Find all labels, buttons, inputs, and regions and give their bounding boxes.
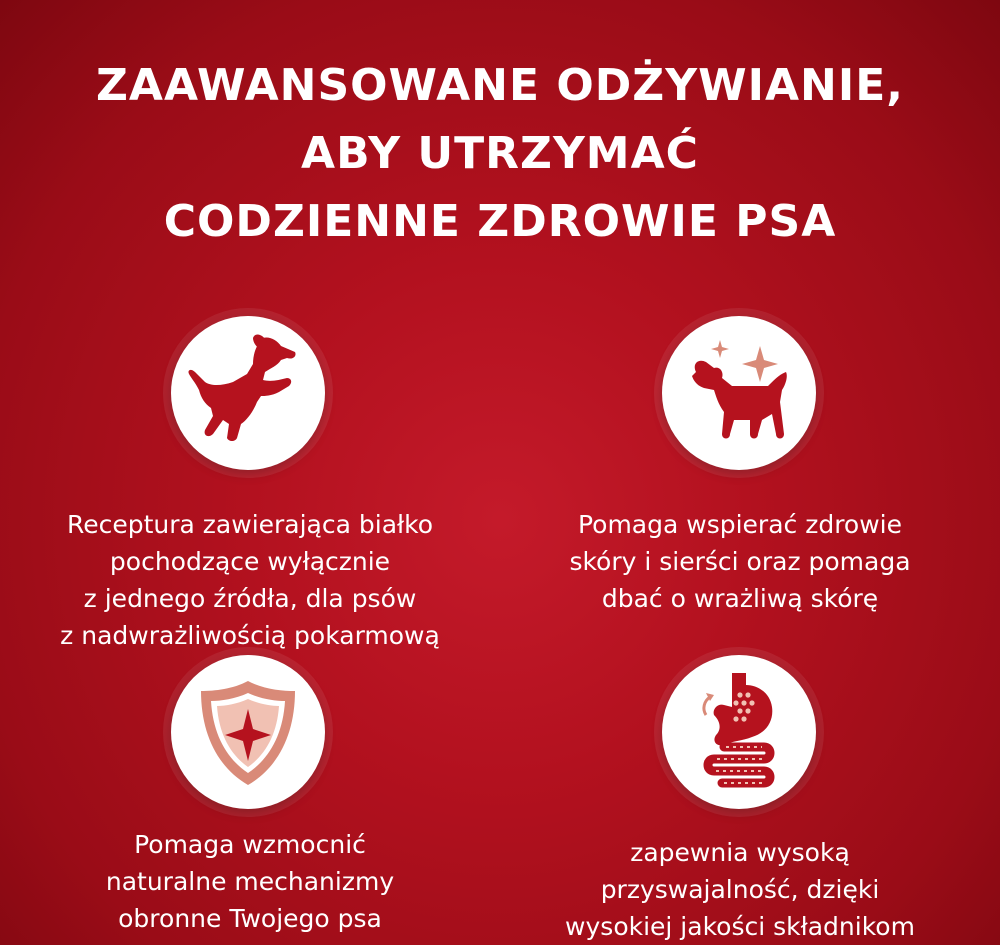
caption-line: zapewnia wysoką: [630, 838, 850, 867]
jumping-dog-badge: [171, 316, 325, 470]
caption-line: obronne Twojego psa: [118, 904, 382, 933]
caption-immune-defence: [0, 826, 500, 937]
title-line-3: CODZIENNE ZDROWIE PSA: [163, 196, 837, 247]
caption-line: Pomaga wspierać zdrowie: [577, 510, 903, 539]
caption-line: Pomaga wzmocnić: [134, 830, 366, 859]
caption-line: skóry i sierści oraz pomaga: [569, 547, 911, 576]
caption-line: Receptura zawierająca białko: [66, 510, 434, 539]
caption-line: z jednego źródła, dla psów: [83, 584, 417, 613]
caption-single-protein: [0, 506, 500, 654]
jumping-dog-icon: [171, 316, 325, 470]
title-line-1: ZAAWANSOWANE ODŻYWIANIE,: [96, 60, 904, 111]
caption-line: pochodzące wyłącznie: [109, 547, 391, 576]
caption-line: naturalne mechanizmy: [105, 867, 395, 896]
shield-icon: [171, 655, 325, 809]
caption-line: wysokiej jakości składnikom: [565, 912, 915, 941]
title-line-2: ABY UTRZYMAĆ: [301, 128, 699, 179]
caption-line: dbać o wrażliwą skórę: [601, 584, 879, 613]
sparkling-dog-icon: [662, 316, 816, 470]
page-title: [0, 52, 1000, 256]
caption-line: z nadwrażliwością pokarmową: [60, 621, 440, 650]
digestive-system-icon: [662, 655, 816, 809]
caption-digestibility: [490, 834, 990, 945]
caption-line: przyswajalność, dzięki: [600, 875, 880, 904]
digestive-system-badge: [662, 655, 816, 809]
shield-badge: [171, 655, 325, 809]
caption-skin-coat: [490, 506, 990, 617]
sparkling-dog-badge: [662, 316, 816, 470]
